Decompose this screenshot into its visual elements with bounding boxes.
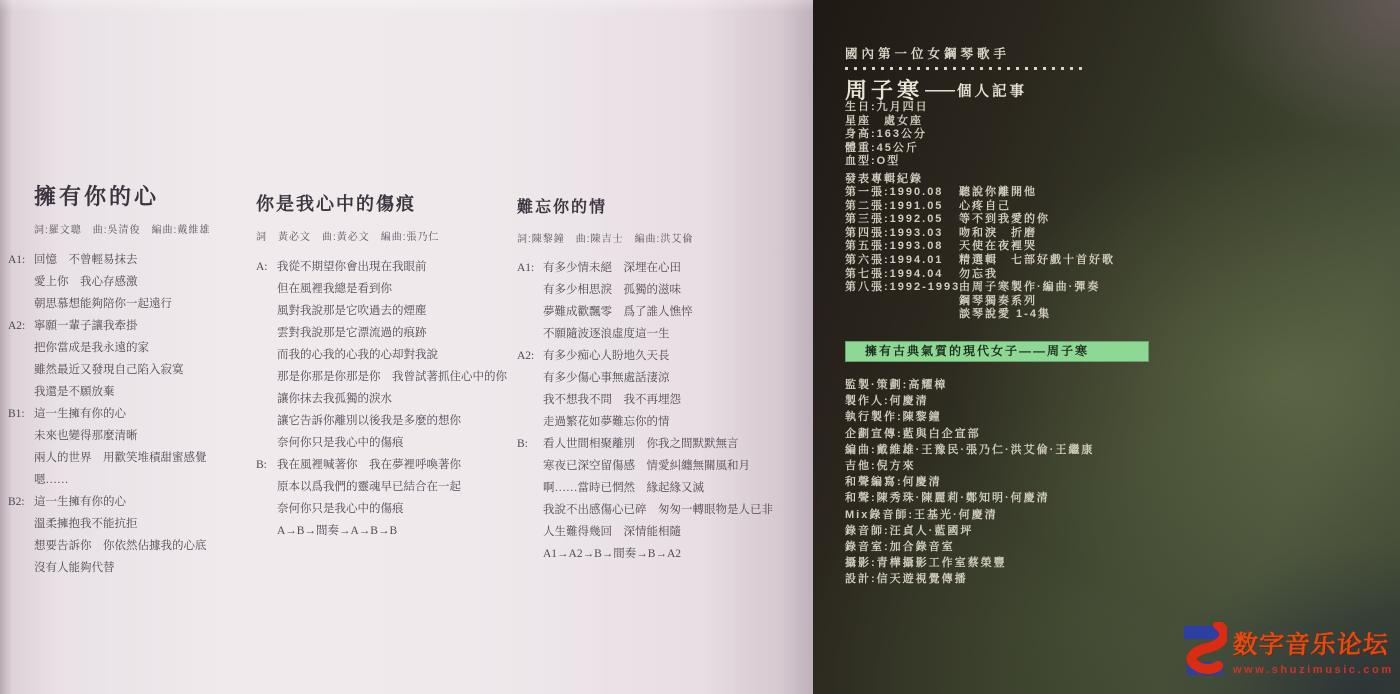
credit-line: 製作人:何慶清	[845, 395, 929, 408]
production-credits	[845, 377, 1094, 587]
discography-row	[845, 200, 1115, 214]
credit-line: 企劃宣傳:藍與白企宣部	[845, 427, 981, 440]
lyric-text: 我從不期望你會出現在我眼前	[277, 261, 427, 273]
lyric-line	[8, 293, 210, 315]
credit-line: 吉他:倪方來	[845, 459, 916, 472]
album-title: 聽說你離開他	[959, 186, 1037, 198]
lyric-text: 走過繁花如夢難忘你的情	[543, 416, 670, 428]
lyric-text: 溫柔擁抱我不能抗拒	[34, 518, 138, 530]
album-number-date: 第六張:1994.01	[845, 253, 944, 266]
lyric-line	[256, 432, 507, 454]
lyric-text: 我說不出感傷心已碎 匆匆一轉眼物是人已非	[543, 504, 773, 516]
profile-line: 體重:45公斤	[845, 141, 919, 154]
song-1-credits: 詞:羅文聰 曲:吳清俊 編曲:戴維雄	[34, 225, 211, 236]
lyric-line	[8, 513, 210, 535]
song-2-credits: 詞 黃必文 曲:黃必文 編曲:張乃仁	[256, 232, 440, 243]
credit-line: 錄音室:加合錄音室	[845, 540, 955, 553]
lyric-line	[517, 389, 773, 411]
lyric-line	[256, 410, 507, 432]
lyric-line	[256, 454, 507, 476]
song-1-lyrics	[8, 249, 210, 579]
album-title: 談琴說愛 1-4集	[959, 308, 1051, 321]
section-label: B2:	[8, 496, 25, 508]
lyric-text: 不願隨波逐浪虛度這一生	[543, 328, 670, 340]
song-3-title: 難忘你的情	[517, 199, 608, 216]
lyric-line	[8, 491, 210, 513]
credit-line: 編曲:戴維雄·王豫民·張乃仁·洪艾倫·王繼康	[845, 443, 1095, 456]
lyric-line	[256, 498, 507, 520]
lyric-text: 朝思慕想能夠陪你一起遠行	[34, 298, 172, 310]
profile-line: 星座 處女座	[845, 114, 923, 127]
lyric-text: 寧願一輩子讓我牽掛	[34, 320, 138, 332]
album-title: 吻和淚 折磨	[959, 226, 1037, 239]
lyric-line	[256, 520, 507, 542]
song-2-lyrics	[256, 256, 507, 542]
lyric-line	[8, 425, 210, 447]
lyric-line	[8, 271, 210, 293]
lyric-text: 雲對我說那是它漂流過的痕跡	[277, 327, 427, 339]
lyric-text: 啊……當時已惘然 緣起緣又滅	[543, 482, 704, 494]
credit-line: 監製·策劃:高耀樟	[845, 379, 948, 391]
credit-line: Mix錄音師:王基光·何慶清	[845, 508, 998, 521]
discography-row	[845, 281, 1115, 295]
section-label: A1:	[517, 262, 535, 274]
artist-info-page	[813, 0, 1400, 694]
lyric-text: 有多少情未絕 深埋在心田	[543, 262, 681, 274]
artist-name: 周子寒	[845, 78, 924, 103]
lyric-text: 風對我說那是它吹過去的煙塵	[277, 305, 427, 317]
section-label: B1:	[8, 408, 25, 420]
credit-line: 錄音師:汪貞人·藍國坪	[845, 524, 974, 537]
album-number-date: 第四張:1993.03	[845, 226, 944, 239]
lyric-line	[256, 344, 507, 366]
lyric-text: 兩人的世界 用歡笑堆積甜蜜感覺	[34, 452, 207, 464]
lyric-line	[517, 257, 773, 279]
lyric-text: 那是你那是你那是你 我曾試著抓住心中的你	[277, 371, 507, 383]
lyric-line	[8, 359, 210, 381]
lyric-line	[517, 367, 773, 389]
album-number-date: 第二張:1991.05	[845, 199, 944, 212]
section-label: A1:	[8, 254, 26, 266]
lyric-text: 讓你抹去我孤獨的淚水	[277, 393, 392, 405]
discography-row	[845, 295, 1115, 309]
watermark-url: www.shuzimusic.com	[1233, 663, 1394, 676]
credit-line: 和聲:陳秀珠·陳麗莉·鄭知明·何慶清	[845, 492, 1050, 505]
discography-heading: 發表專輯紀錄	[845, 173, 923, 185]
discography-row	[845, 213, 1115, 227]
shuzimusic-logo-icon	[1181, 622, 1227, 678]
profile-line: 身高:163公分	[845, 128, 928, 141]
discography-row	[845, 240, 1115, 254]
lyric-text: 這一生擁有你的心	[34, 496, 126, 508]
lyric-text: 有多少相思淚 孤獨的滋味	[543, 284, 681, 296]
lyric-text: 回憶 不曾輕易抹去	[34, 254, 138, 266]
credit-line: 攝影:青樺攝影工作室蔡榮豐	[845, 557, 1007, 570]
lyric-text: 把你當成是我永遠的家	[34, 342, 149, 354]
lyric-line	[8, 315, 210, 337]
section-label: A2:	[8, 320, 26, 332]
lyric-line	[8, 447, 210, 469]
lyric-text: 嗯……	[34, 474, 69, 486]
album-number-date: 第七張:1994.04	[845, 267, 944, 280]
lyric-line	[256, 366, 507, 388]
lyric-line	[517, 345, 773, 367]
lyric-text: 奈何你只是我心中的傷痕	[277, 503, 404, 515]
highlight-banner: 擁有古典氣質的現代女子——周子寒	[845, 341, 1149, 362]
lyric-line	[8, 535, 210, 557]
lyric-text: 沒有人能夠代替	[34, 562, 115, 574]
lyric-line	[8, 557, 210, 579]
lyric-text: 雖然最近又發現自己陷入寂寞	[34, 364, 184, 376]
album-title: 天使在夜裡哭	[959, 240, 1037, 253]
lyric-text: 但在風裡我總是看到你	[277, 283, 392, 295]
lyric-line	[256, 322, 507, 344]
section-label: B:	[256, 459, 267, 471]
lyric-text: 原本以爲我們的靈魂早已結合在一起	[277, 481, 461, 493]
lyric-text: 我不想我不問 我不再埋怨	[543, 394, 681, 406]
lyric-line	[256, 388, 507, 410]
album-number-date: 第五張:1993.08	[845, 240, 944, 253]
song-3-lyrics	[517, 257, 773, 565]
lyric-line	[517, 433, 773, 455]
album-title: 勿忘我	[959, 267, 998, 280]
lyric-line	[8, 469, 210, 491]
lyric-text: 奈何你只是我心中的傷痕	[277, 437, 404, 449]
artist-profile	[845, 101, 929, 169]
lyric-text: A1→A2→B→間奏→B→A2	[543, 548, 682, 560]
lyric-line	[517, 411, 773, 433]
song-1	[8, 180, 210, 579]
lyric-text: 未來也變得那麼清晰	[34, 430, 138, 442]
lyric-text: 愛上你 我心存感激	[34, 276, 138, 288]
album-number-date: 第八張:1992-1993	[845, 281, 961, 294]
lyric-line	[517, 499, 773, 521]
artist-tagline: 國內第一位女鋼琴歌手	[845, 47, 1011, 61]
lyric-line	[256, 476, 507, 498]
lyric-line	[256, 300, 507, 322]
discography-row	[845, 308, 1115, 322]
lyric-text: 而我的心我的心我的心却對我說	[277, 349, 438, 361]
lyric-line	[8, 337, 210, 359]
lyric-line	[256, 256, 507, 278]
lyric-line	[517, 477, 773, 499]
lyric-text: 這一生擁有你的心	[34, 408, 126, 420]
album-title: 鋼琴獨奏系列	[959, 294, 1037, 307]
lyric-text: 我在風裡喊著你 我在夢裡呼喚著你	[277, 459, 461, 471]
headline-dash: ——	[925, 82, 956, 99]
lyric-text: 想要告訴你 你依然佔據我的心底	[34, 540, 207, 552]
album-number-date: 第三張:1992.05	[845, 213, 944, 226]
discography-row	[845, 186, 1115, 200]
lyric-text: A→B→間奏→A→B→B	[277, 525, 398, 537]
section-label: A:	[256, 261, 268, 273]
lyric-text: 我還是不願放棄	[34, 386, 115, 398]
discography-list	[845, 186, 1115, 322]
lyric-line	[517, 455, 773, 477]
album-title: 精選輯 七部好戲十首好歌	[959, 253, 1115, 266]
lyric-line	[517, 279, 773, 301]
song-3-credits: 詞:陳黎鐘 曲:陳吉士 編曲:洪艾倫	[517, 234, 694, 245]
lyric-line	[517, 301, 773, 323]
lyric-text: 讓它告訴你離別以後我是多麼的想你	[277, 415, 461, 427]
credit-line: 執行製作:陳黎鐘	[845, 411, 942, 424]
credit-line: 和聲編寫:何慶清	[845, 476, 942, 489]
lyric-line	[8, 403, 210, 425]
section-label: B:	[517, 438, 528, 450]
lyric-line	[256, 278, 507, 300]
lyric-text: 寒夜已深空留傷感 情愛糾纏無關風和月	[543, 460, 750, 472]
lyric-line	[517, 521, 773, 543]
album-title: 心疼自己	[959, 199, 1011, 212]
lyric-line	[8, 381, 210, 403]
profile-line: 血型:O型	[845, 155, 901, 168]
song-2	[256, 190, 507, 542]
section-label: A2:	[517, 350, 535, 362]
lyric-line	[517, 323, 773, 345]
lyric-text: 看人世間相聚離別 你我之間默默無言	[543, 438, 739, 450]
lyric-line	[8, 249, 210, 271]
discography-row	[845, 227, 1115, 241]
lyric-text: 有多少傷心事無處話淒涼	[543, 372, 670, 384]
lyric-text: 夢難成歡飄零 爲了誰人憔悴	[543, 306, 693, 318]
song-1-title: 擁有你的心	[34, 184, 160, 209]
credit-line: 設計:信天遊視覺傳播	[845, 573, 968, 586]
profile-line: 生日:九月四日	[845, 101, 929, 113]
lyric-text: 人生難得幾回 深情能相隨	[543, 526, 681, 538]
song-2-title: 你是我心中的傷痕	[256, 194, 416, 214]
song-3	[517, 194, 773, 565]
headline-suffix: 個人記事	[957, 84, 1028, 100]
dotted-divider	[845, 67, 1083, 70]
lyric-text: 有多少痴心人盼地久天長	[543, 350, 670, 362]
discography-row	[845, 254, 1115, 268]
album-title: 等不到我愛的你	[959, 213, 1050, 226]
watermark-title: 数字音乐论坛	[1231, 630, 1390, 659]
album-number-date: 第一張:1990.08	[845, 186, 944, 198]
discography-row	[845, 268, 1115, 282]
album-title: 由周子寒製作·編曲·彈奏	[959, 281, 1101, 294]
watermark	[1181, 612, 1396, 688]
lyric-line	[517, 543, 773, 565]
